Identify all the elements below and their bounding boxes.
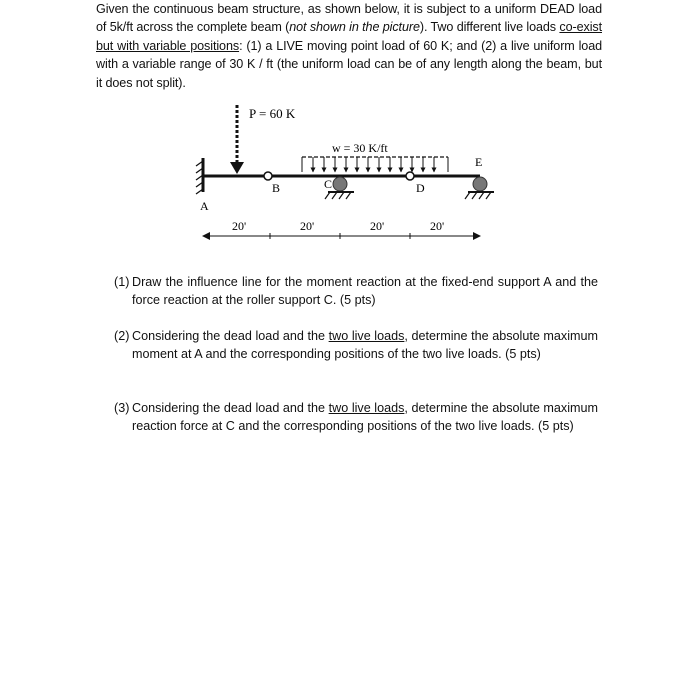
- intro-text-3: : (1) a LIVE moving point load of 60 K; and (2) a live uniform load with a variable range of 30 K / ft (the uniform load can be of any length along the beam, but it does not split).: [96, 38, 603, 90]
- question-text: , determine the absolute maximum reaction force at C and the corresponding positions of the two live loads. (5 pts): [132, 401, 598, 434]
- question-underlined: two live loads: [328, 401, 405, 415]
- roller-support-e: [465, 177, 494, 199]
- question-text: Draw the influence line for the moment reaction at the fixed-end support A and the force reaction at the roller support C. (5 pts): [132, 275, 598, 308]
- span-label-1: 20': [232, 219, 247, 233]
- uniform-load: [302, 157, 448, 172]
- question-number: (1): [114, 275, 130, 289]
- intro-text-2: ). Two different live loads: [419, 20, 560, 35]
- point-load-label: P = 60 K: [249, 106, 296, 121]
- node-label-a: A: [200, 199, 209, 213]
- node-label-b: B: [272, 181, 281, 195]
- hinge-b: [264, 172, 272, 180]
- point-load-arrow: [230, 105, 244, 174]
- question-text: Considering the dead load and the: [132, 329, 329, 343]
- span-label-4: 20': [430, 219, 445, 233]
- node-label-e: E: [475, 155, 483, 169]
- node-label-d: D: [416, 181, 425, 195]
- udl-label: w = 30 K/ft: [332, 141, 388, 155]
- question-1: [114, 273, 598, 310]
- fixed-support-a: [196, 158, 203, 194]
- question-text: Considering the dead load and the: [132, 401, 329, 415]
- question-text: , determine the absolute maximum moment at A and the corresponding positions of the two live loads. (5 pts): [132, 329, 598, 362]
- hinge-d: [406, 172, 414, 180]
- dimension-line: [203, 233, 480, 239]
- problem-statement: [96, 0, 602, 92]
- span-label-3: 20': [370, 219, 385, 233]
- intro-emphasis: not shown in the picture: [289, 20, 420, 35]
- intro-underlined: co-exist but with variable positions: [96, 20, 602, 53]
- intro-text-1: Given the continuous beam structure, as shown below, it is subject to a uniform DEAD load of 5k/ft across the complete beam (: [96, 2, 602, 35]
- question-underlined: two live loads: [328, 329, 405, 343]
- node-label-c: C: [324, 177, 333, 191]
- question-number: (2): [114, 329, 130, 343]
- question-2: [114, 327, 598, 364]
- question-3: [114, 399, 598, 436]
- beam-diagram: [190, 100, 500, 250]
- beam-svg: [190, 100, 500, 245]
- span-label-2: 20': [300, 219, 315, 233]
- question-number: (3): [114, 401, 130, 415]
